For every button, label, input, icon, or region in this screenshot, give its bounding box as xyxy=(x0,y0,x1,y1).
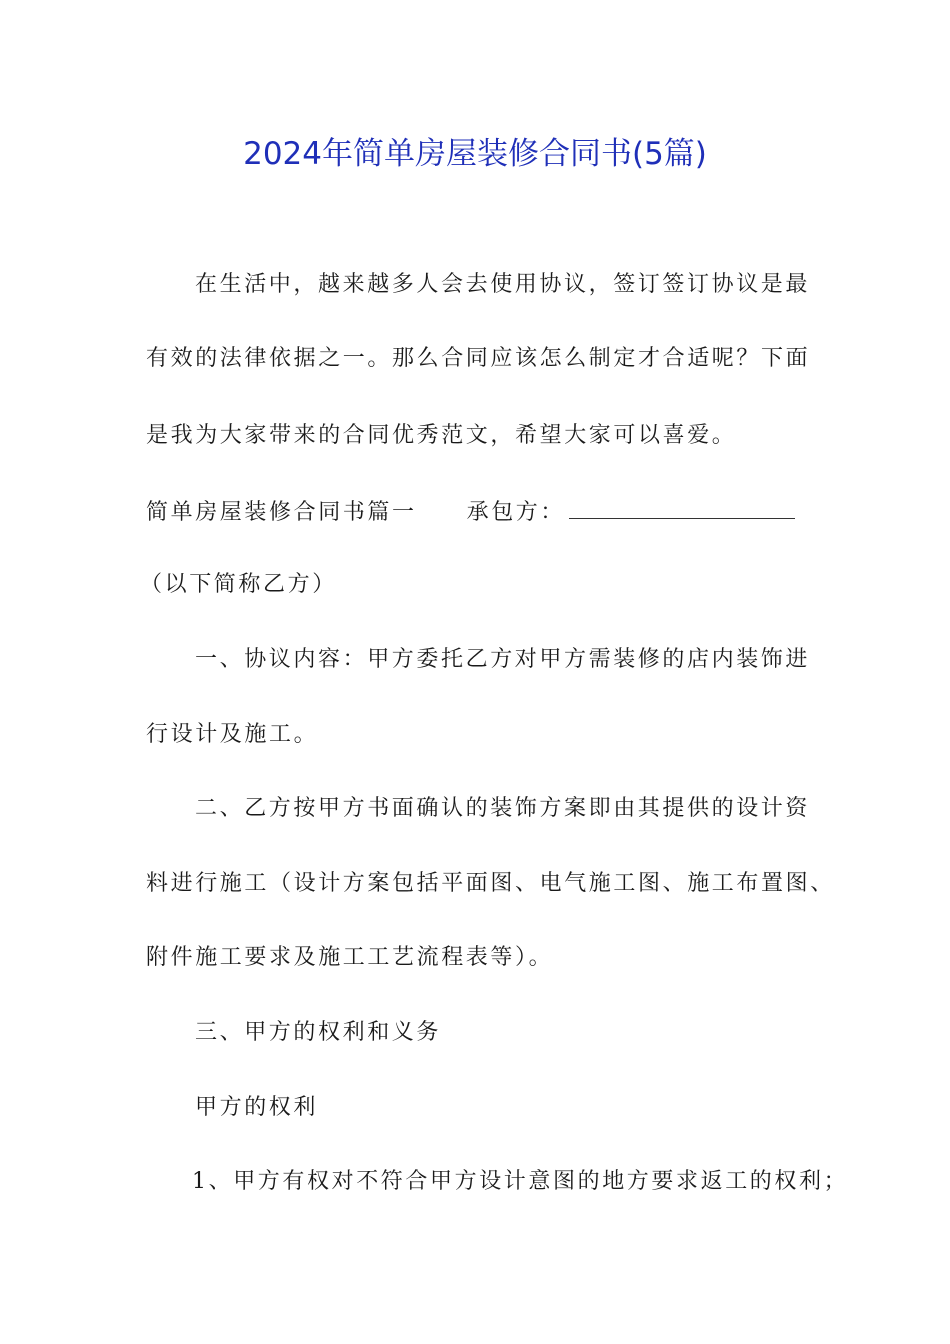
contractor-note: （以下简称乙方） xyxy=(140,572,337,597)
clause-2-line-1: 二、乙方按甲方书面确认的装饰方案即由其提供的设计资 xyxy=(195,796,811,821)
right-item-1: 1、甲方有权对不符合甲方设计意图的地方要求返工的权利； xyxy=(192,1169,849,1194)
contractor-blank-line xyxy=(569,496,795,519)
clause-3-heading: 三、甲方的权利和义务 xyxy=(195,1020,442,1045)
intro-line-1: 在生活中，越来越多人会去使用协议，签订签订协议是最 xyxy=(195,272,811,297)
intro-line-2: 有效的法律依据之一。那么合同应该怎么制定才合适呢？下面 xyxy=(146,346,811,371)
document-title: 2024年简单房屋装修合同书(5篇) xyxy=(243,136,707,172)
section-heading-line xyxy=(146,496,795,528)
section-heading: 简单房屋装修合同书篇一 xyxy=(146,500,417,525)
intro-line-3: 是我为大家带来的合同优秀范文，希望大家可以喜爱。 xyxy=(146,423,737,448)
clause-2-line-2: 料进行施工（设计方案包括平面图、电气施工图、施工布置图、 xyxy=(146,871,835,896)
party-a-rights-heading: 甲方的权利 xyxy=(195,1095,319,1120)
clause-2-line-3: 附件施工要求及施工工艺流程表等）。 xyxy=(146,945,554,970)
clause-1-line-2: 行设计及施工。 xyxy=(146,722,319,747)
clause-1-line-1: 一、协议内容：甲方委托乙方对甲方需装修的店内装饰进 xyxy=(195,647,811,672)
contractor-label: 承包方： xyxy=(466,500,566,525)
